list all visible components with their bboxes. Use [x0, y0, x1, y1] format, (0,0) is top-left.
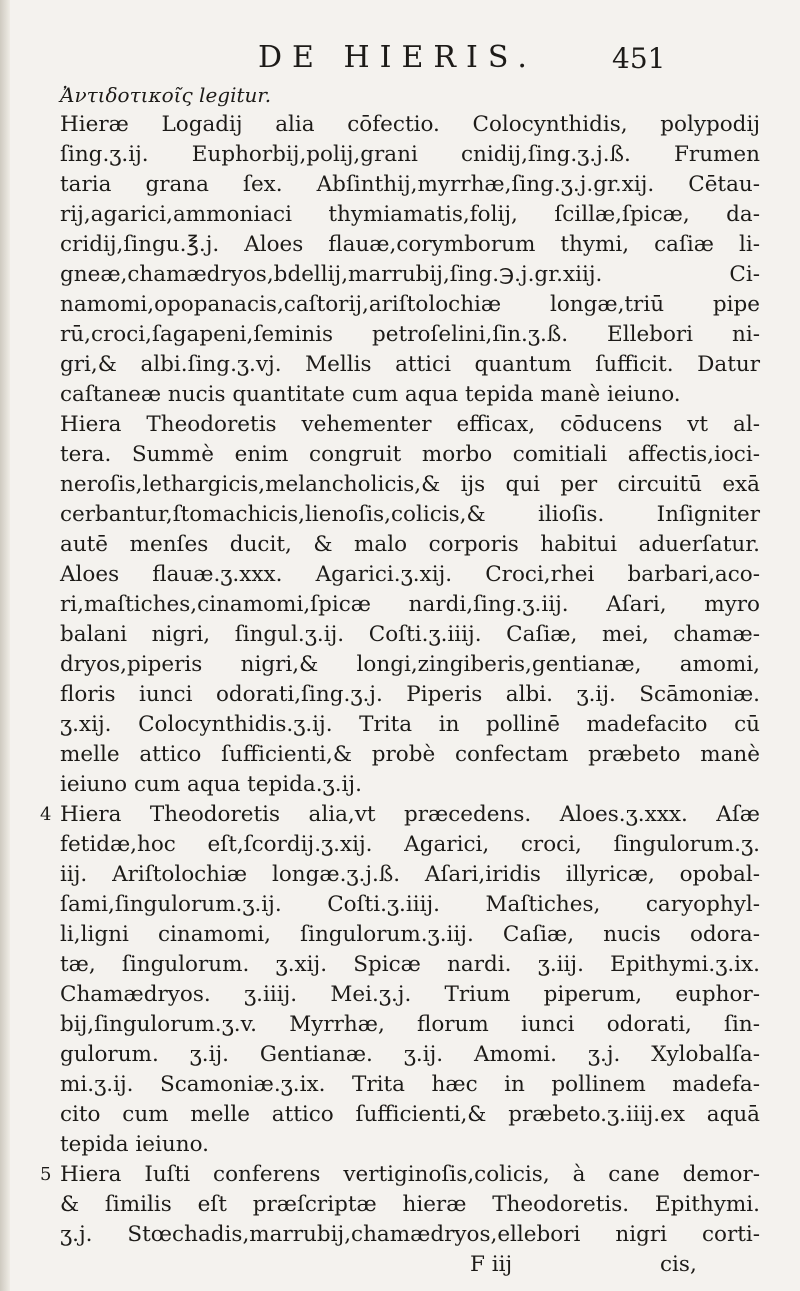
text-line: gri,& albi.ſing.ʒ.vj. Mellis attici quantum ſufficit. Datur [60, 352, 760, 377]
text-line: Chamædryos. ʒ.iiij. Mei.ʒ.j. Trium piperum, euphor- [60, 982, 760, 1007]
text-line: Hiera Theodoretis vehementer efficax, cōducens vt al- [60, 412, 760, 437]
text-line: taria grana ſex. Abſinthij,myrrhæ,ſing.ʒ.j.gr.xij. Cētau- [60, 172, 760, 197]
text-line: ieiuno cum aqua tepida.ʒ.ij. [60, 772, 362, 797]
text-line: melle attico ſufficienti,& probè confectam præbeto manè [60, 742, 760, 767]
text-line: cridij,ſingu.℥.j. Aloes flauæ,corymborum thymi, caſiæ li- [60, 232, 760, 257]
text-line: neroſis,lethargicis,melancholicis,& ijs qui per circuitū exā [60, 472, 760, 497]
text-line: Ἀντιδοτικοῖς legitur. [60, 83, 272, 107]
text-line: tæ, ſingulorum. ʒ.xij. Spicæ nardi. ʒ.iij. Epithymi.ʒ.ix. [60, 952, 760, 977]
text-line: rū,croci,ſagapeni,ſeminis petroſelini,ſin.ʒ.ß. Ellebori ni- [60, 322, 760, 347]
running-title: DE HIERIS. [258, 40, 537, 75]
signature-mark: F iij [470, 1252, 513, 1277]
margin-number: 4 [40, 804, 52, 825]
text-line: li,ligni cinamomi, ſingulorum.ʒ.iij. Caſiæ, nucis odora- [60, 922, 760, 947]
catchword: cis, [660, 1252, 697, 1277]
text-line: tepida ieiuno. [60, 1132, 209, 1157]
text-line: tera. Summè enim congruit morbo comitiali affectis,ioci- [60, 442, 760, 467]
text-line: ʒ.j. Stœchadis,marrubij,chamædryos,ellebori nigri corti- [60, 1222, 760, 1247]
text-line: floris iunci odorati,ſing.ʒ.j. Piperis albi. ʒ.ij. Scāmoniæ. [60, 682, 760, 707]
text-line [40, 800, 760, 830]
text-line: gulorum. ʒ.ij. Gentianæ. ʒ.ij. Amomi. ʒ.j. Xylobalſa- [60, 1042, 760, 1067]
text-line: gneæ,chamædryos,bdellij,marrubij,ſing.℈.j.gr.xiij. Ci- [60, 262, 760, 287]
text-line-content: Hiera Iuſti conferens vertiginoſis,colicis, à cane demor- [60, 1162, 760, 1187]
text-line: balani nigri, ſingul.ʒ.ij. Coſti.ʒ.iiij. Caſiæ, mei, chamæ- [60, 622, 760, 647]
text-line: rij,agarici,ammoniaci thymiamatis,folij, ſcillæ,ſpicæ, da- [60, 202, 760, 227]
text-block [40, 80, 760, 1280]
text-line: cerbantur,ſtomachicis,lienoſis,colicis,& ilioſis. Inſigniter [60, 502, 760, 527]
running-head [0, 40, 800, 80]
text-line [40, 1160, 760, 1190]
text-line: Hieræ Logadij alia cōfectio. Colocynthidis, polypodij [60, 112, 760, 137]
text-line: ʒ.xij. Colocynthidis.ʒ.ij. Trita in pollinē madefacito cū [60, 712, 760, 737]
page-number: 451 [612, 42, 666, 75]
text-line: cito cum melle attico ſufficienti,& præbeto.ʒ.iiij.ex aquā [60, 1102, 760, 1127]
text-line: mi.ʒ.ij. Scamoniæ.ʒ.ix. Trita hæc in pollinem madefa- [60, 1072, 760, 1097]
text-line: ri,maſtiches,cinamomi,ſpicæ nardi,ſing.ʒ.iij. Aſari, myro [60, 592, 760, 617]
margin-number: 5 [40, 1164, 52, 1185]
text-line-content: Hiera Theodoretis alia,vt præcedens. Aloes.ʒ.xxx. Aſæ [60, 802, 760, 827]
text-line: namomi,opopanacis,caſtorij,ariſtolochiæ longæ,triū pipe [60, 292, 760, 317]
page-gutter [0, 0, 10, 1291]
text-line: dryos,piperis nigri,& longi,zingiberis,gentianæ, amomi, [60, 652, 760, 677]
text-line: fetidæ,hoc eſt,ſcordij.ʒ.xij. Agarici, croci, ſingulorum.ʒ. [60, 832, 760, 857]
text-line: ſami,ſingulorum.ʒ.ij. Coſti.ʒ.iiij. Maſtiches, caryophyl- [60, 892, 760, 917]
text-line: & ſimilis eſt præſcriptæ hieræ Theodoretis. Epithymi. [60, 1192, 760, 1217]
text-line: bij,ſingulorum.ʒ.v. Myrrhæ, florum iunci odorati, ſin- [60, 1012, 760, 1037]
text-line: Aloes flauæ.ʒ.xxx. Agarici.ʒ.xij. Croci,rhei barbari,aco- [60, 562, 760, 587]
text-line: iij. Ariſtolochiæ longæ.ʒ.j.ß. Aſari,iridis illyricæ, opobal- [60, 862, 760, 887]
text-line: ſing.ʒ.ij. Euphorbij,polij,grani cnidij,ſing.ʒ.j.ß. Frumen [60, 142, 760, 167]
page-footer [60, 1250, 760, 1280]
text-line: autē menſes ducit, & malo corporis habitui aduerſatur. [60, 532, 760, 557]
text-line: caſtaneæ nucis quantitate cum aqua tepida manè ieiuno. [60, 382, 681, 407]
